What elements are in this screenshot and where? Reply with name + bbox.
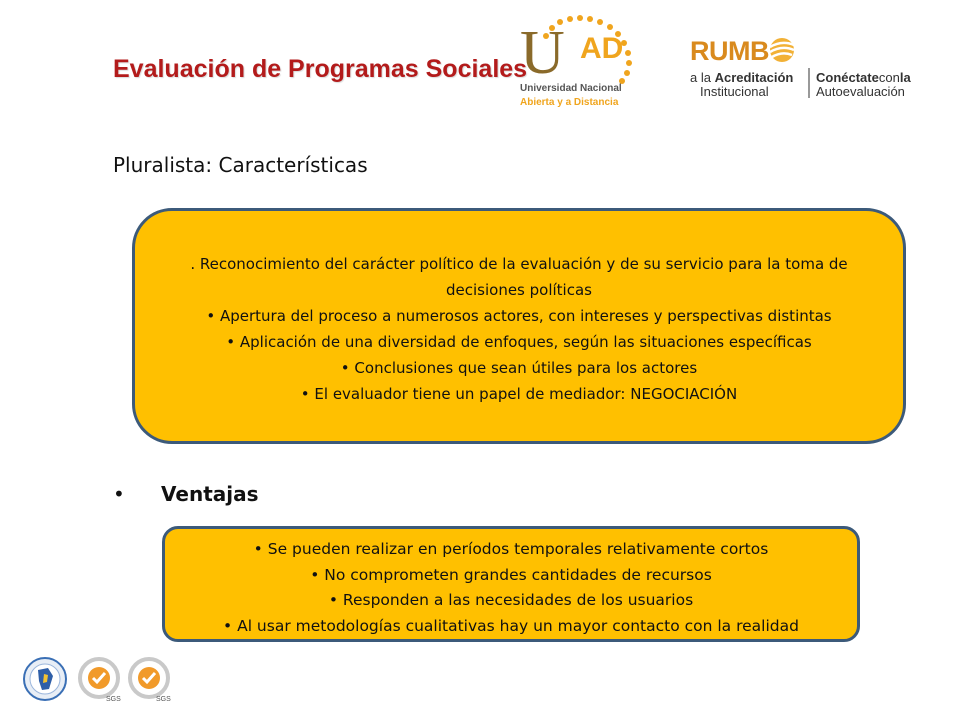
rumbo-left-line-2: Institucional [700,84,769,99]
characteristics-box [132,208,906,444]
characteristic-item: • El evaluador tiene un papel de mediador: NEGOCIACIÓN [300,385,738,403]
sgs-label: SGS [106,696,121,702]
unad-line-2: Abierta y a Distancia [520,97,619,108]
characteristic-item: • Apertura del proceso a numerosos actores, con intereses y perspectivas distintas [206,307,832,325]
unad-letters-ad: AD [580,32,624,65]
rumbo-acreditacion-logo [688,34,928,104]
colombia-seal-icon [22,656,68,702]
advantage-item: • No comprometen grandes cantidades de recursos [310,565,712,584]
advantage-item: • Responden a las necesidades de los usuarios [328,591,694,609]
advantages-heading [113,482,259,506]
advantages-heading-text: Ventajas [161,482,259,506]
characteristic-item: . Reconocimiento del carácter político de la evaluación y de su servicio para la toma de decisiones políticas [190,255,848,299]
sgs-certification-icon [126,656,172,702]
advantages-box [162,526,860,642]
bullet: • [113,482,125,506]
rumbo-divider [808,68,810,98]
rumbo-word: RUMB [690,36,769,66]
sgs-label: SGS [156,696,171,702]
advantage-item: • Al usar metodologías cualitativas hay un mayor contacto con la realidad [223,616,799,635]
unad-line-1: Universidad Nacional [520,83,622,94]
sgs-certification-icon [76,656,122,702]
rumbo-right-line-2: Autoevaluación [816,84,905,99]
unad-letter-u: U [520,19,565,87]
section-subtitle: Pluralista: Características [113,153,368,177]
rumbo-left-line-1: a la Acreditación [690,70,794,85]
characteristic-item: • Aplicación de una diversidad de enfoques, según las situaciones específicas [226,333,812,351]
characteristic-item: • Conclusiones que sean útiles para los actores [340,359,698,377]
globe-icon [768,36,796,64]
unad-logo [512,14,640,110]
rumbo-right-line-1: Conéctateconla [816,70,911,85]
slide-title: Evaluación de Programas Sociales [113,55,528,83]
advantage-item: • Se pueden realizar en períodos temporales relativamente cortos [253,540,769,558]
certification-badges [22,656,172,708]
